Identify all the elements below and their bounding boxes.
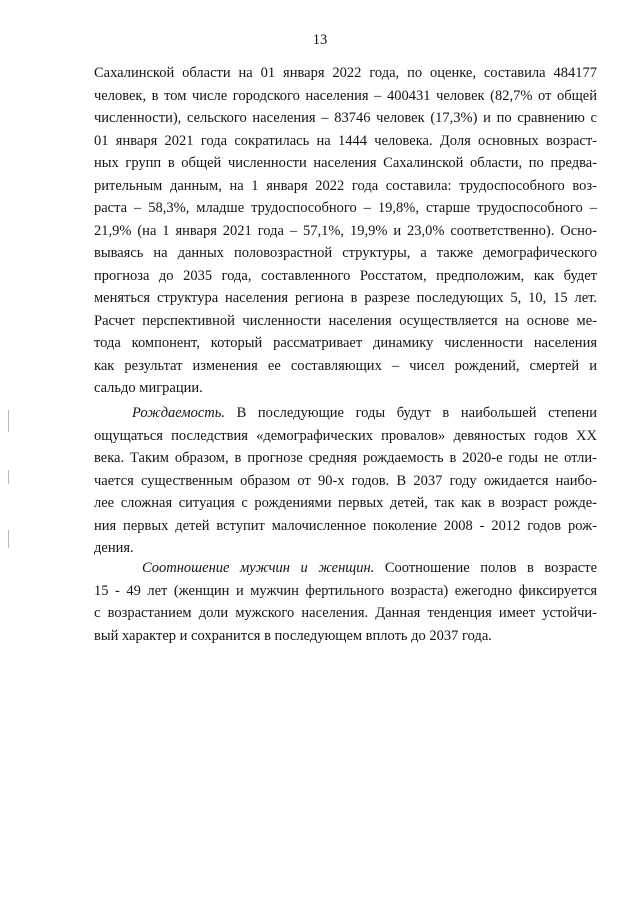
- text-line: лее сложная ситуация с рождениями первых детей, так как в возраст рожде-: [94, 495, 597, 511]
- text-line: тода компонент, который рассматривает динамику численности населения: [94, 335, 597, 351]
- section-heading-sex-ratio: Соотношение мужчин и женщин.: [142, 560, 375, 576]
- text-line: 01 января 2021 года сократилась на 1444 человека. Доля основных возраст-: [94, 132, 597, 149]
- text-line: ощущаться последствия «демографических провалов» девяностых годов XX: [94, 427, 597, 444]
- paragraph-birth-rate: [94, 402, 597, 560]
- scan-artifact: [8, 470, 9, 484]
- paragraph-population: [94, 62, 597, 400]
- text-fragment: В последующие годы будут в наибольшей степени: [225, 405, 597, 421]
- text-line: чается существенным образом от 90-х годов. В 2037 году ожидается наибо-: [94, 472, 597, 489]
- text-line: Сахалинской области на 01 января 2022 года, по оценке, составила 484177: [94, 65, 597, 81]
- text-line: 15 - 49 лет (женщин и мужчин фертильного возраста) ежегодно фиксируется: [94, 582, 597, 599]
- text-line: дения.: [94, 540, 134, 556]
- text-line: 21,9% (на 1 января 2021 года – 57,1%, 19,9% и 23,0% соответственно). Осно-: [94, 222, 597, 239]
- text-line: ных групп в общей численности населения Сахалинской области, по предва-: [94, 155, 597, 171]
- text-line: меняться структура населения региона в разрезе последующих 5, 10, 15 лет.: [94, 290, 597, 306]
- text-line: века. Таким образом, в прогнозе средняя рождаемость в 2020-е годы не отли-: [94, 450, 597, 466]
- text-line: численности), сельского населения – 83746 человек (17,3%) и по сравнению с: [94, 110, 597, 126]
- text-line: прогноза до 2035 года, составленного Росстатом, предположим, как будет: [94, 267, 597, 284]
- text-line: человек, в том числе городского населения – 400431 человек (82,7% от общей: [94, 87, 597, 104]
- text-line: [94, 557, 597, 580]
- page-number: 13: [312, 32, 328, 48]
- scan-artifact: [8, 410, 9, 432]
- paragraph-sex-ratio: [94, 557, 597, 647]
- text-fragment: Соотношение полов в возрасте: [374, 560, 598, 576]
- text-line: вываясь на данных половозрастной структуры, а также демографического: [94, 245, 597, 261]
- section-heading-birth-rate: Рождаемость.: [132, 405, 226, 421]
- text-line: раста – 58,3%, младше трудоспособного – 19,8%, старше трудоспособного –: [94, 200, 597, 216]
- text-line: ния первых детей вступит малочисленное поколение 2008 - 2012 годов рож-: [94, 517, 597, 534]
- text-line: [94, 402, 597, 425]
- text-line: вый характер и сохранится в последующем вплоть до 2037 года.: [94, 627, 492, 644]
- text-line: рительным данным, на 1 января 2022 года составила: трудоспособного воз-: [94, 177, 597, 194]
- text-line: сальдо миграции.: [94, 380, 203, 396]
- text-line: Расчет перспективной численности населения осуществляется на основе ме-: [94, 312, 597, 329]
- text-line: с возрастанием доли мужского населения. Данная тенденция имеет устойчи-: [94, 605, 597, 621]
- text-line: как результат изменения ее составляющих – чисел рождений, смертей и: [94, 357, 597, 374]
- scan-artifact: [8, 530, 9, 548]
